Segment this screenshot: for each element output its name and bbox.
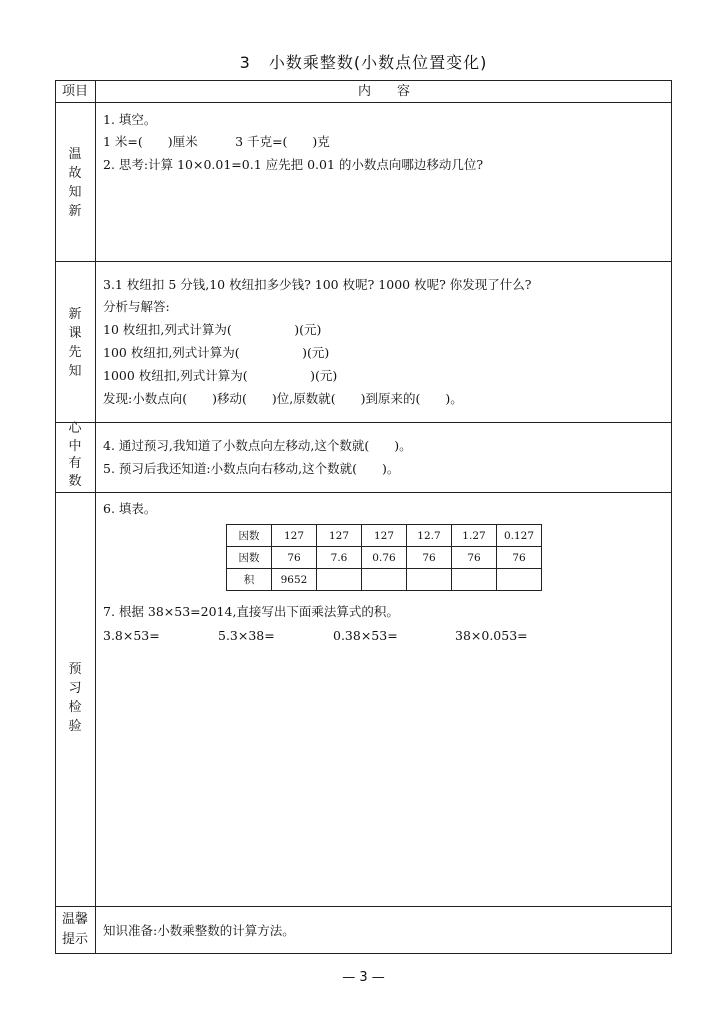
table-row xyxy=(227,525,542,547)
table-row xyxy=(227,547,542,569)
table-cell: 76 xyxy=(452,547,497,569)
header-content: 内 容 xyxy=(357,84,410,99)
new-line: 10 枚纽扣,列式计算为( )(元) xyxy=(103,322,322,337)
table-cell: 127 xyxy=(272,525,317,547)
table-row xyxy=(227,569,542,591)
column-divider xyxy=(95,80,96,954)
section-label-new: 新 课 先 知 xyxy=(68,307,82,379)
title-text: 小数乘整数(小数点位置变化) xyxy=(268,53,488,72)
new-line: 3.1 枚纽扣 5 分钱,10 枚纽扣多少钱? 100 枚呢? 1000 枚呢? 你发现了什么? xyxy=(103,277,532,292)
q7-prompt: 7. 根据 38×53=2014,直接写出下面乘法算式的积。 xyxy=(103,604,399,619)
product-table xyxy=(226,524,542,591)
row-divider xyxy=(55,102,672,103)
tips-text: 知识准备:小数乘整数的计算方法。 xyxy=(103,923,295,938)
table-cell: 1.27 xyxy=(452,525,497,547)
table-cell: 127 xyxy=(362,525,407,547)
table-cell xyxy=(452,569,497,591)
section-label-mind: 心 中 有 数 xyxy=(68,421,82,489)
table-cell: 12.7 xyxy=(407,525,452,547)
section-label-tips: 温馨 提示 xyxy=(61,912,88,947)
table-cell xyxy=(362,569,407,591)
new-line: 分析与解答: xyxy=(103,299,170,314)
new-line: 100 枚纽扣,列式计算为( )(元) xyxy=(103,345,330,360)
new-line: 1000 枚纽扣,列式计算为( )(元) xyxy=(103,368,338,383)
mind-line: 4. 通过预习,我知道了小数点向左移动,这个数就( )。 xyxy=(103,438,412,453)
row-divider xyxy=(55,492,672,493)
table-cell: 0.127 xyxy=(497,525,542,547)
check-intro: 6. 填表。 xyxy=(103,501,157,516)
q7-item: 3.8×53= xyxy=(103,628,160,643)
mind-line: 5. 预习后我还知道:小数点向右移动,这个数就( )。 xyxy=(103,461,400,476)
q7-item: 5.3×38= xyxy=(218,628,275,643)
new-line: 发现:小数点向( )移动( )位,原数就( )到原来的( )。 xyxy=(103,391,463,406)
table-cell: 76 xyxy=(272,547,317,569)
page-title xyxy=(0,50,727,73)
title-number: 3 xyxy=(239,53,251,72)
table-cell: 76 xyxy=(497,547,542,569)
review-line: 1 米=( )厘米 3 千克=( )克 xyxy=(103,134,330,149)
table-cell xyxy=(497,569,542,591)
section-label-review: 温 故 知 新 xyxy=(68,147,82,219)
table-cell: 9652 xyxy=(272,569,317,591)
table-cell: 127 xyxy=(317,525,362,547)
q7-item: 38×0.053= xyxy=(455,628,528,643)
q7-item: 0.38×53= xyxy=(333,628,398,643)
row-divider xyxy=(55,906,672,907)
review-line: 1. 填空。 xyxy=(103,112,157,127)
table-cell: 7.6 xyxy=(317,547,362,569)
table-cell: 积 xyxy=(227,569,272,591)
row-divider xyxy=(55,261,672,262)
table-cell xyxy=(317,569,362,591)
table-cell: 76 xyxy=(407,547,452,569)
table-cell: 因数 xyxy=(227,525,272,547)
table-cell: 因数 xyxy=(227,547,272,569)
table-cell: 0.76 xyxy=(362,547,407,569)
table-cell xyxy=(407,569,452,591)
review-line: 2. 思考:计算 10×0.01=0.1 应先把 0.01 的小数点向哪边移动几位? xyxy=(103,157,484,172)
header-item: 项目 xyxy=(61,84,88,99)
row-divider xyxy=(55,422,672,423)
page-number: — 3 — xyxy=(342,970,385,985)
section-label-check: 预 习 检 验 xyxy=(68,662,82,734)
